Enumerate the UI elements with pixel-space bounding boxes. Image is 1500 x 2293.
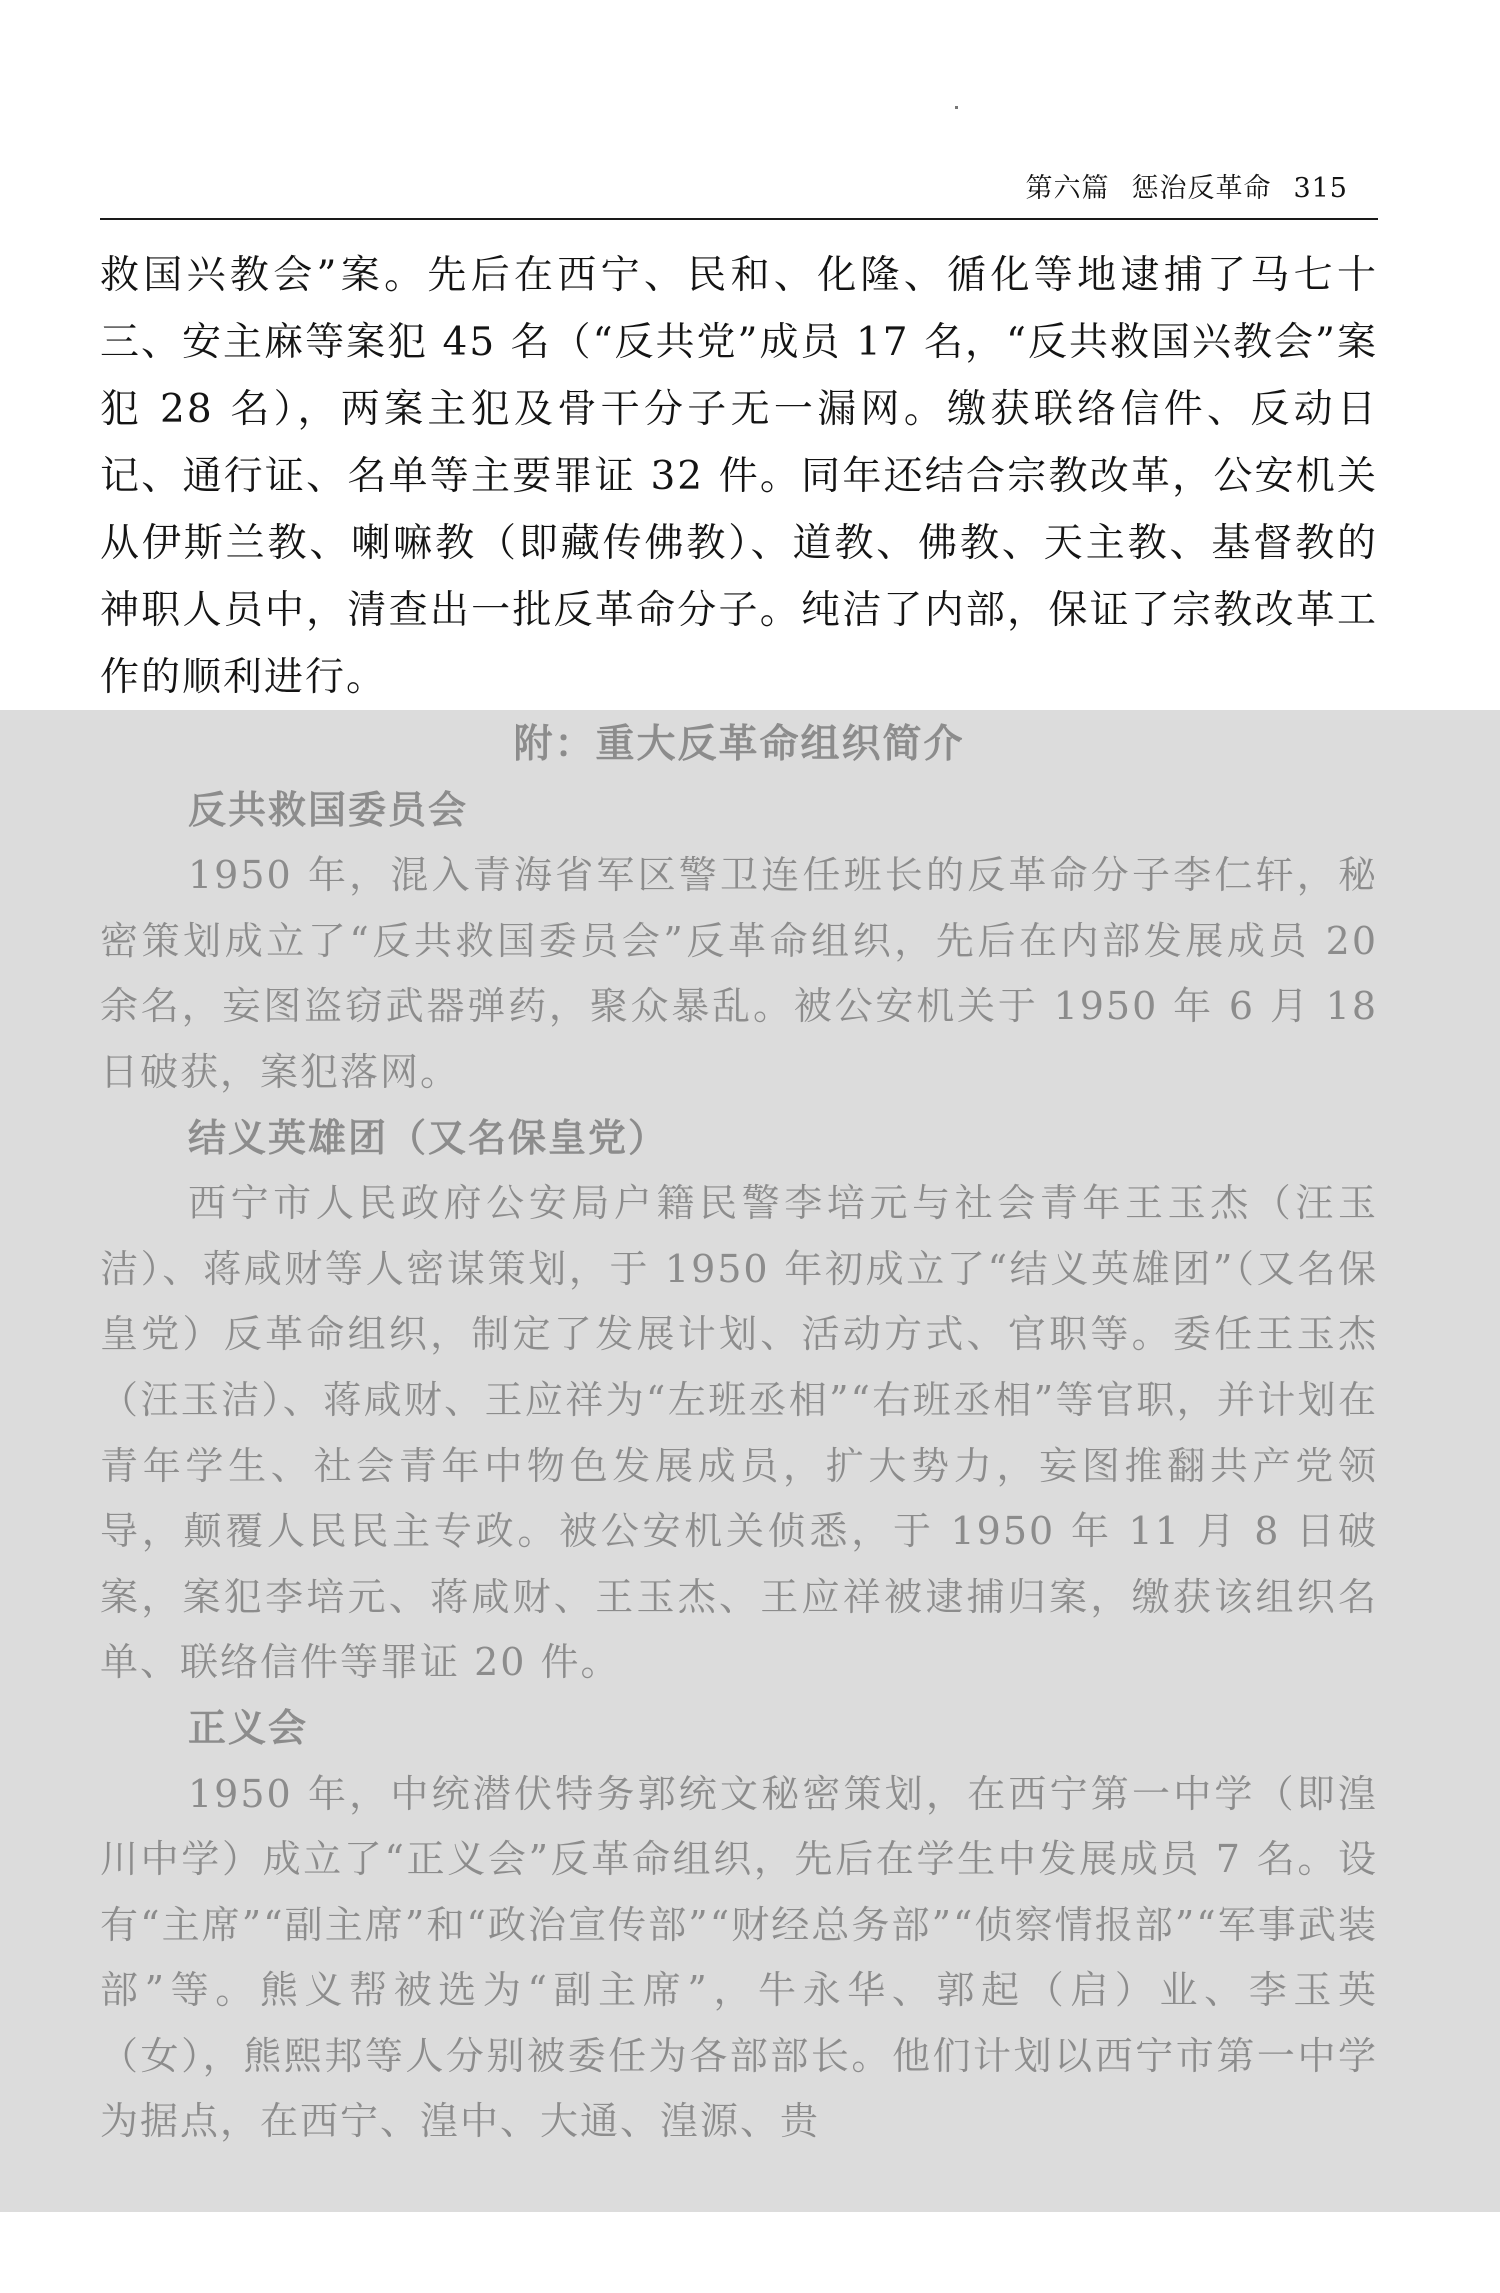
page-number: 315 [1293,173,1348,204]
body-paragraph: 救国兴教会”案。先后在西宁、民和、化隆、循化等地逮捕了马七十三、安主麻等案犯 45 名（“反共党”成员 17 名，“反共救国兴教会”案犯 28 名），两案主犯及骨干分子无一漏网。缴获联络信件、反动日记、通行证、名单等主要罪证 32 件。同年还结合宗教改革，公安机关从伊斯兰教、喇嘛教（即藏传佛教）、道教、佛教、天主教、基督教的神职人员中，清查出一批反革命分子。纯洁了内部，保证了宗教改革工作的顺利进行。 [100,253,1378,700]
scan-speck [955,106,958,109]
section-heading: 正义会 [188,1705,309,1750]
chapter-label: 惩治反革命 [1131,173,1272,204]
section-heading: 反共救国委员会 [188,787,469,832]
section-paragraph: 西宁市人民政府公安局户籍民警李培元与社会青年王玉杰（汪玉洁）、蒋咸财等人密谋策划，于 1950 年初成立了“结义英雄团”（又名保皇党）反革命组织，制定了发展计划、活动方式、官职等。委任王玉杰（汪玉洁）、蒋咸财、王应祥为“左班丞相”“右班丞相”等官职，并计划在青年学生、社会青年中物色发展成员，扩大势力，妄图推翻共产党领导，颠覆人民民主专政。被公安机关侦悉，于 1950 年 11 月 8 日破案，案犯李培元、蒋咸财、王玉杰、王应祥被逮捕归案，缴获该组织名单、联络信件等罪证 20 件。 [100,1181,1378,1685]
body-text [100,242,1378,711]
appendix [100,712,1378,2155]
section-label: 第六篇 [1025,173,1110,204]
section-paragraph: 1950 年，中统潜伏特务郭统文秘密策划，在西宁第一中学（即湟川中学）成立了“正义会”反革命组织，先后在学生中发展成员 7 名。设有“主席”“副主席”和“政治宣传部”“财经总务部”“侦察情报部”“军事武装部”等。熊义帮被选为“副主席”，牛永华、郭起（启）业、李玉英（女），熊熙邦等人分别被委任为各部部长。他们计划以西宁市第一中学为据点，在西宁、湟中、大通、湟源、贵 [100,1771,1378,2144]
running-head-text [1025,166,1348,205]
section-heading: 结义英雄团（又名保皇党） [188,1115,669,1160]
running-head [100,160,1378,220]
section-paragraph: 1950 年，混入青海省军区警卫连任班长的反革命分子李仁轩，秘密策划成立了“反共救国委员会”反革命组织，先后在内部发展成员 20 余名，妄图盗窃武器弹药，聚众暴乱。被公安机关于 1950 年 6 月 18 日破获，案犯落网。 [100,853,1378,1094]
appendix-title: 附：重大反革命组织简介 [513,722,965,767]
